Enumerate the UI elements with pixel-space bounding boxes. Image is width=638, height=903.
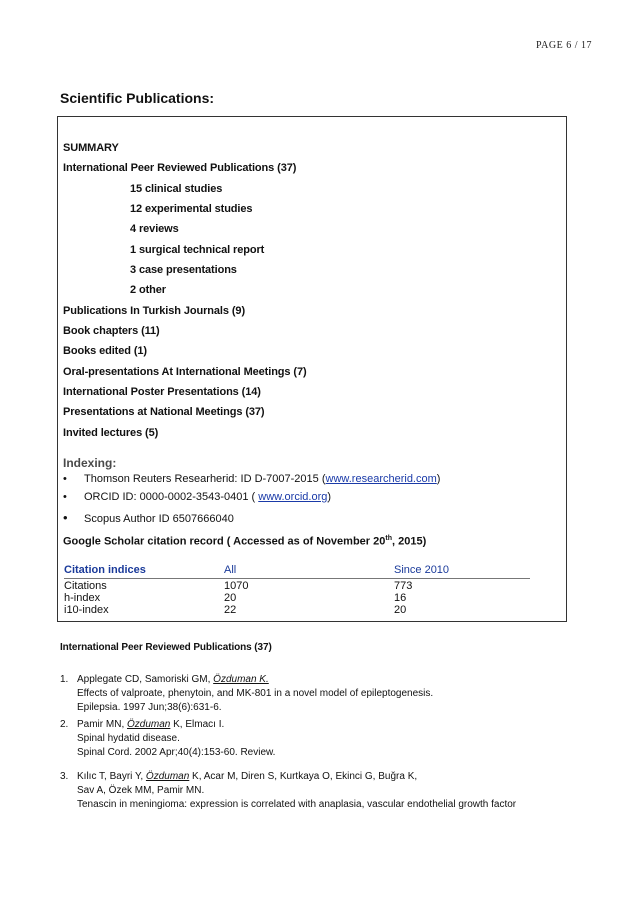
publication-item [60,673,580,715]
category-item: Book chapters (11) [63,325,160,337]
publication-item [60,770,580,812]
breakdown-item: 1 surgical technical report [130,244,265,256]
table-cell: 16 [394,592,407,604]
publication-source: Epilepsia. 1997 Jun;38(6):631-6. [77,702,222,713]
col-header: Since 2010 [394,564,450,576]
table-cell: 22 [224,604,237,616]
summary-box [57,116,567,622]
citation-table [64,562,530,616]
table-cell: 20 [224,592,237,604]
category-item: International Poster Presentations (14) [63,386,261,398]
table-cell: h-index [64,592,101,604]
table-cell: Citations [64,580,107,592]
orcid-link[interactable]: www.orcid.org [258,491,328,503]
citation-table-header [64,562,530,579]
table-cell: 20 [394,604,407,616]
publication-title: Spinal hydatid disease. [77,733,180,744]
bullet-icon: • [63,510,68,525]
publication-authors: Applegate CD, Samoriski GM, Özduman K. [77,674,269,685]
breakdown-item: 3 case presentations [130,264,237,276]
publication-number: 3. [60,771,69,782]
table-cell: i10-index [64,604,109,616]
publication-title: Tenascin in meningioma: expression is correlated with anaplasia, vascular endothelial growth factor [77,799,517,810]
table-cell: 1070 [224,580,249,592]
page-number: PAGE 6 / 17 [536,40,592,51]
col-header: All [224,564,237,576]
section-title: Scientific Publications: [60,90,215,106]
researcherid-line: • Thomson Reuters Researherid: ID D-7007-2015 (www.researcherid.com) [63,473,441,485]
publication-item [60,718,580,760]
category-item: Oral-presentations At International Meetings (7) [63,366,307,378]
publication-authors: Pamir MN, Özduman K, Elmacı I. [77,719,225,730]
summary-heading: SUMMARY [63,142,119,154]
breakdown-item: 4 reviews [130,223,179,235]
publication-authors-cont: Sav A, Özek MM, Pamir MN. [77,785,205,796]
breakdown-item: 12 experimental studies [130,203,253,215]
col-header: Citation indices [64,564,146,576]
publication-number: 2. [60,719,69,730]
table-row [64,604,530,616]
publication-number: 1. [60,674,69,685]
table-row [64,580,530,592]
scopus-line: • Scopus Author ID 6507666040 [63,510,234,525]
publication-authors: Kılıc T, Bayri Y, Özduman K, Acar M, Diren S, Kurtkaya O, Ekinci G, Buğra K, [77,771,418,782]
bullet-icon: • [63,473,67,485]
scholar-record-heading: Google Scholar citation record ( Accessed as of November 20th, 2015) [63,535,427,548]
publications-title: International Peer Reviewed Publications (37) [60,642,272,653]
breakdown-item: 15 clinical studies [130,183,223,195]
orcid-line: • ORCID ID: 0000-0002-3543-0401 ( www.orcid.org) [63,491,332,503]
publication-title: Effects of valproate, phenytoin, and MK-801 in a novel model of epileptogenesis. [77,688,434,699]
researcherid-link[interactable]: www.researcherid.com [325,473,437,485]
publication-source: Spinal Cord. 2002 Apr;40(4):153-60. Review. [77,747,276,758]
category-item: Presentations at National Meetings (37) [63,406,265,418]
indexing-label: Indexing: [63,456,117,470]
category-item: Books edited (1) [63,345,147,357]
breakdown-item: 2 other [130,284,166,296]
bullet-icon: • [63,491,67,503]
table-row [64,592,530,604]
table-cell: 773 [394,580,413,592]
category-item: Invited lectures (5) [63,427,159,439]
category-item: Publications In Turkish Journals (9) [63,305,246,317]
intl-peer-count: International Peer Reviewed Publications (37) [63,162,297,174]
